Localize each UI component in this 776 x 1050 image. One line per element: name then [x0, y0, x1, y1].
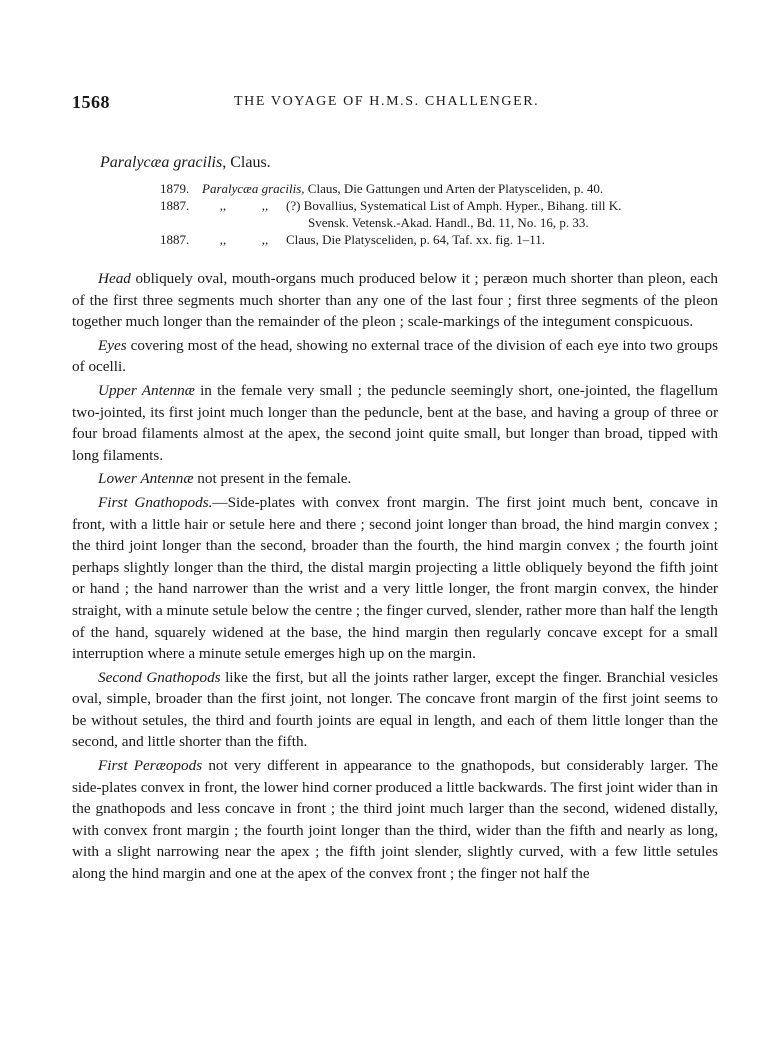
paragraph-text: —Side-plates with convex front margin. The first joint much bent, concave in front, with a little hair or setule here and there ; second joint longer than broad, the hind margin convex ; the third joint longer than the second, broader than the fourth, the hind margin convex ; the fourth joint perhaps slightly longer than the third, the distal margin projecting a little obliquely beyond the fifth joint or hand ; the hand narrower than the wrist and a very little longer, the front margin convex, the hinder straight, with a minute setule below the centre ; the finger curved, slender, rather more than half the length of the hand, squarely widened at the base, the hind margin then regularly concave except for a small interruption where a minute setule emerges high up on the margin.: [72, 493, 718, 663]
description-body: [72, 268, 718, 887]
ditto-mark: ,,: [219, 232, 227, 247]
page-number: 1568: [72, 92, 110, 112]
synonymy-entry: [160, 180, 725, 197]
synonymy-text: [202, 180, 725, 197]
page-header: [72, 92, 722, 116]
synonymy-citation: (?) Bovallius, Systematical List of Amph. Hyper., Bihang. till K.: [286, 198, 622, 213]
synonymy-year: 1879.: [160, 181, 190, 196]
synonymy-continuation: Svensk. Vetensk.-Akad. Handl., Bd. 11, No. 16, p. 33.: [308, 215, 589, 230]
synonymy-year: 1887.: [160, 232, 190, 247]
paragraph-text: like the first, but all the joints rather larger, except the finger. Branchial vesicles oval, simple, broader than the first joint, not longer. The concave front margin of the first joint seems to be without setules, the third and fourth joints are equal in length, and each of them little longer than the second, and little shorter than the fifth.: [72, 668, 718, 751]
running-title: THE VOYAGE OF H.M.S. CHALLENGER.: [234, 94, 540, 109]
species-name: Paralycæa gracilis: [100, 154, 223, 171]
ditto-mark: ,,: [219, 198, 227, 213]
synonymy-list: [160, 180, 725, 248]
paragraph-first-gnathopods: [72, 492, 718, 665]
synonymy-entry: [160, 231, 725, 248]
synonymy-taxon: Paralycæa gracilis: [202, 181, 302, 196]
paragraph-lead: Head: [98, 270, 131, 287]
paragraph-first-peraeopods: [72, 755, 718, 885]
paragraph-text: not present in the female.: [193, 470, 352, 488]
paragraph-text: in the female very small ; the peduncle seemingly short, one-jointed, the flagellum two-jointed, its first joint much longer than the peduncle, bent at the base, and having a group of three or four broad filaments almost at the apex, the second joint quite small, but longer than broad, tipped with long filaments.: [72, 381, 718, 464]
paragraph-text: obliquely oval, mouth-organs much produced below it ; peræon much shorter than pleon, each of the first three segments much shorter than any one of the last four ; first three segments of the pleon together much longer than the remainder of the pleon ; scale-markings of the integument conspicuous.: [72, 270, 718, 331]
paragraph-second-gnathopods: [72, 667, 718, 753]
paragraph-text: not very different in appearance to the gnathopods, but considerably larger. The side-plates convex in front, the lower hind corner produced a little backwards. The first joint wider than in the gnathopods and less concave in front ; the third joint much larger than the second, widened distally, with convex front margin ; the fourth joint longer than the third, wider than the fifth and nearly as long, with a slight narrowing near the apex ; the fifth joint slender, slightly curved, with a few little setules along the hind margin and one at the apex of the convex front ; the finger not half the: [72, 757, 718, 883]
paragraph-head: [72, 268, 718, 333]
ditto-mark: ,,: [261, 198, 269, 213]
synonymy-citation: Claus, Die Platysceliden, p. 64, Taf. xx. fig. 1–11.: [286, 232, 546, 247]
paragraph-lower-antennae: [72, 468, 718, 490]
paragraph-lead: First Peræopods: [98, 757, 203, 775]
paragraph-text: covering most of the head, showing no external trace of the division of each eye into two groups of ocelli.: [72, 336, 718, 376]
paragraph-lead: Upper Antennæ: [98, 381, 195, 399]
paragraph-upper-antennae: [72, 380, 718, 466]
paragraph-lead: Eyes: [98, 336, 127, 354]
ditto-mark: ,,: [261, 232, 269, 247]
synonymy-citation: , Claus, Die Gattungen und Arten der Platysceliden, p. 40.: [301, 181, 604, 196]
synonymy-entry: [160, 197, 725, 214]
paragraph-lead: Lower Antennæ: [98, 470, 194, 488]
paragraph-eyes: [72, 335, 718, 378]
species-author: , Claus.: [222, 154, 271, 171]
paragraph-lead: First Gnathopods.: [98, 493, 213, 511]
synonymy-year: 1887.: [160, 198, 190, 213]
paragraph-lead: Second Gnathopods: [98, 668, 221, 686]
species-heading: [100, 154, 271, 172]
